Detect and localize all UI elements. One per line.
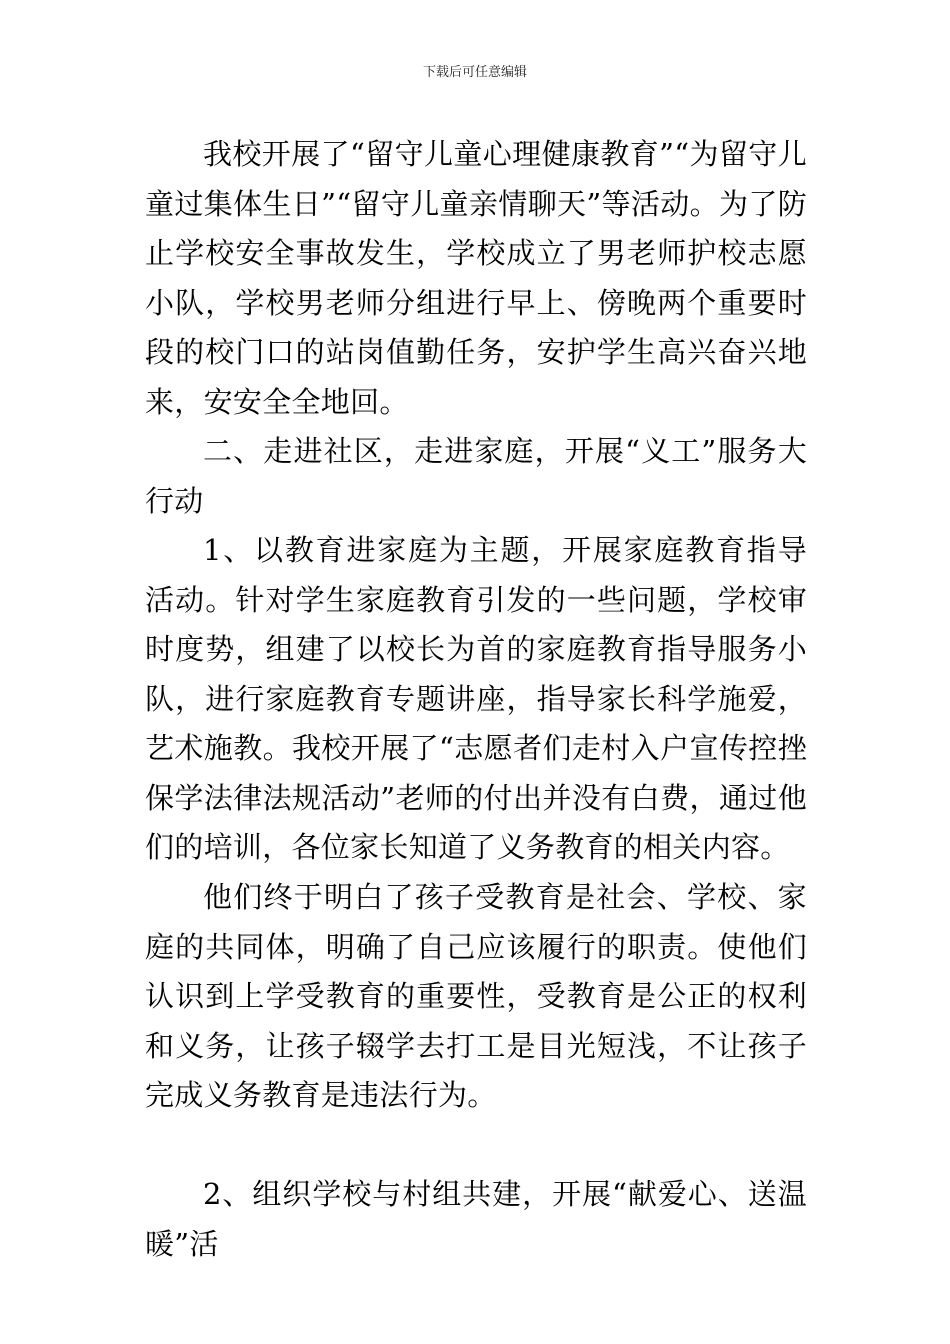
- paragraph-family-education: 1、以教育进家庭为主题，开展家庭教育指导活动。针对学生家庭教育引发的一些问题，学校审时度势，组建了以校长为首的家庭教育指导服务小队，进行家庭教育专题讲座，指导家长科学施爱，艺术施教。我校开展了“志愿者们走村入户宣传控挫保学法律法规活动”老师的付出并没有白费，通过他们的培训，各位家长知道了义务教育的相关内容。: [145, 533, 807, 864]
- section-heading-community: 二、走进社区，走进家庭，开展“义工”服务大行动: [145, 434, 807, 518]
- paragraph-village-cooperation: 2、组织学校与村组共建，开展“献爱心、送温暖”活: [145, 1177, 807, 1261]
- paragraph-activities: 我校开展了“留守儿童心理健康教育”“为留守儿童过集体生日”“留守儿童亲情聊天”等活动。为了防止学校安全事故发生，学校成立了男老师护校志愿小队，学校男老师分组进行早上、傍晚两个重要时段的校门口的站岗值勤任务，安护学生高兴奋兴地来，安安全全地回。: [145, 137, 807, 419]
- paragraph-parents-understanding: 他们终于明白了孩子受教育是社会、学校、家庭的共同体，明确了自己应该履行的职责。使他们认识到上学受教育的重要性，受教育是公正的权利和义务，让孩子辍学去打工是目光短浅，不让孩子完成义务教育是违法行为。: [145, 880, 807, 1112]
- page-header: 下载后可任意编辑: [422, 65, 527, 80]
